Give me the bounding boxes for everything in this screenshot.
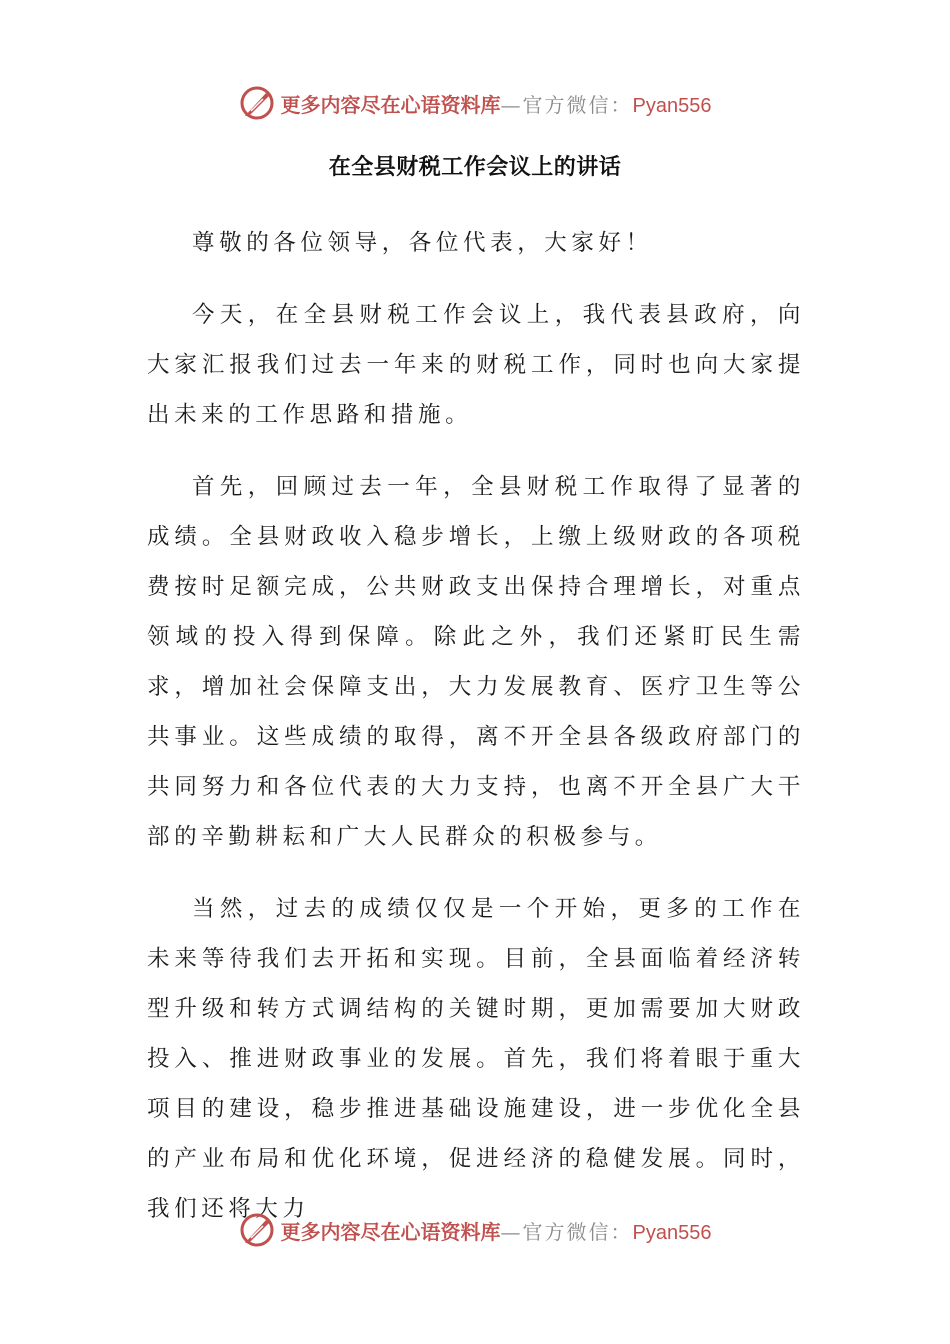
banner-wechat-label: 官方微信： [522, 1219, 633, 1244]
banner-wechat-label: 官方微信： [522, 92, 633, 117]
banner-lead: 更多内容尽在心语资料库 [280, 1219, 501, 1244]
quill-logo-icon [239, 1212, 275, 1248]
banner-dash: — [500, 92, 523, 117]
banner-wechat-id: Pyan556 [632, 1221, 712, 1244]
quill-logo-icon [239, 85, 275, 121]
paragraph-review: 首先，回顾过去一年，全县财税工作取得了显著的成绩。全县财政收入稳步增长，上缴上级财政的各项税费按时足额完成，公共财政支出保持合理增长，对重点领域的投入得到保障。除此之外，我们还紧盯民生需求，增加社会保障支出，大力发展教育、医疗卫生等公共事业。这些成绩的取得，离不开全县各级政府部门的共同努力和各位代表的大力支持，也离不开全县广大干部的辛勤耕耘和广大人民群众的积极参与。 [147, 474, 805, 850]
paragraph-greeting: 尊敬的各位领导，各位代表，大家好！ [192, 230, 653, 256]
document-title: 在全县财税工作会议上的讲话 [328, 155, 622, 180]
banner-dash: — [500, 1219, 523, 1244]
paragraph-intro: 今天，在全县财税工作会议上，我代表县政府，向大家汇报我们过去一年来的财税工作，同时也向大家提出未来的工作思路和措施。 [147, 302, 805, 428]
banner-text [281, 1216, 712, 1245]
banner-wechat-id: Pyan556 [632, 94, 712, 117]
document-body [147, 218, 805, 1256]
banner-text [281, 89, 712, 118]
footer-banner [0, 1210, 950, 1250]
banner-lead: 更多内容尽在心语资料库 [280, 92, 501, 117]
header-banner [0, 83, 950, 123]
paragraph-outlook: 当然，过去的成绩仅仅是一个开始，更多的工作在未来等待我们去开拓和实现。目前，全县面临着经济转型升级和转方式调结构的关键时期，更加需要加大财政投入、推进财政事业的发展。首先，我们将着眼于重大项目的建设，稳步推进基础设施建设，进一步优化全县的产业布局和优化环境，促进经济的稳健发展。同时，我们还将大力 [147, 896, 805, 1222]
